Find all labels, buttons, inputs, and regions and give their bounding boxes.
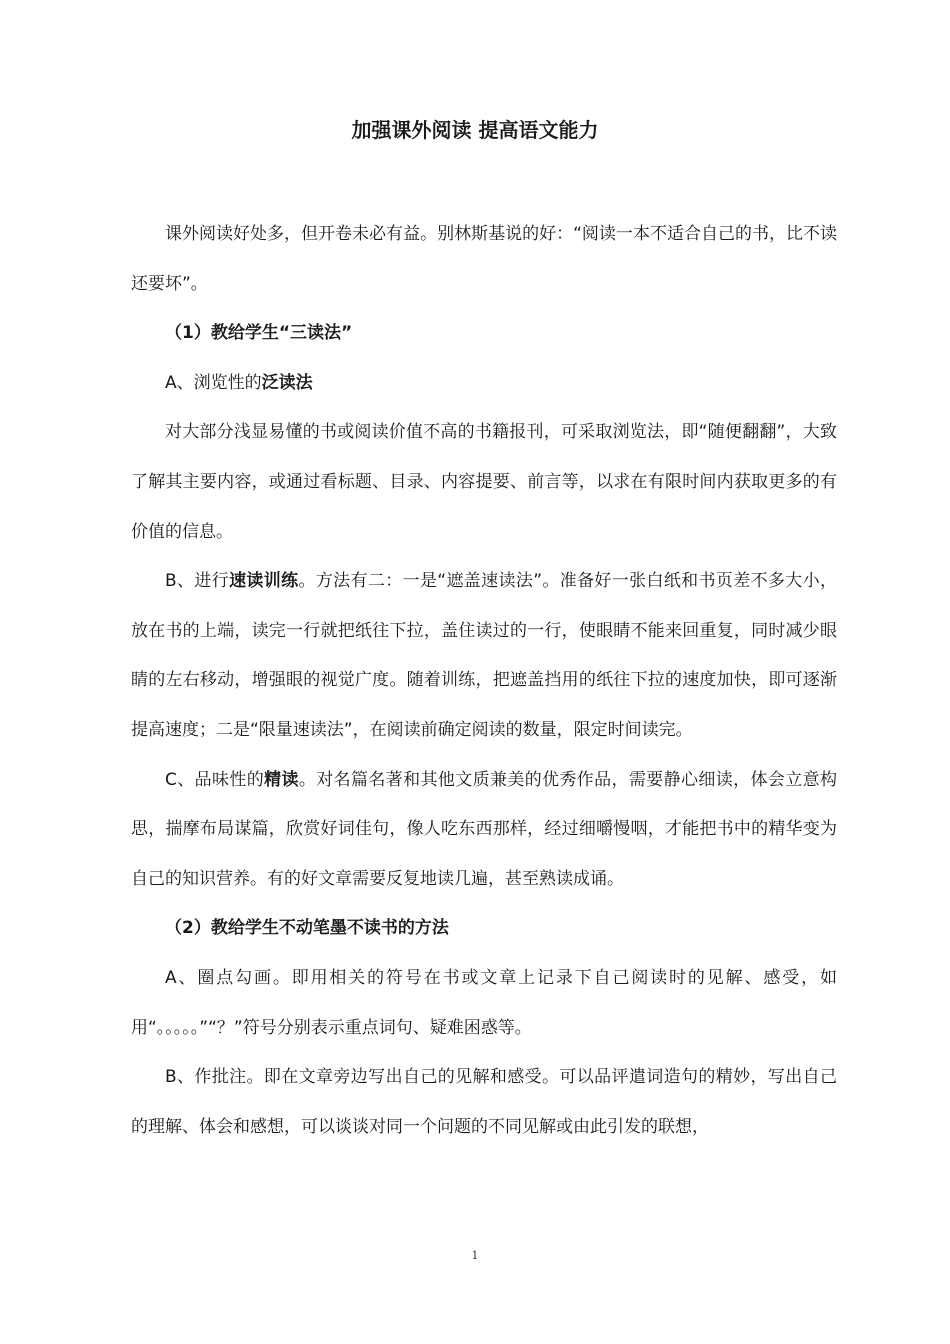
item-b-bold-term: 速读训练 [229, 571, 299, 592]
page-number: 1 [471, 1249, 479, 1262]
item-c-text: 。对名篇名著和其他文质兼美的优秀作品，需要静心细读，体会立意构思，揣摩布局谋篇，欣赏好词佳句，像人吃东西那样，经过细嚼慢咽，才能把书中的精华变为自己的知识营养。有的好文章需要反复地读几遍，甚至熟读成诵。 [131, 769, 838, 889]
document-title: 加强课外阅读 提高语文能力 [351, 118, 599, 142]
section-1-item-a [131, 359, 837, 409]
item-b-text: 。方法有二：一是“遮盖速读法”。准备好一张白纸和书页差不多大小，放在书的上端，读完一行就把纸往下拉，盖住读过的一行，使眼睛不能来回重复，同时减少眼睛的左右移动，增强眼的视觉广度。随着训练，把遮盖挡用的纸往下拉的速度加快，即可逐渐提高速度；二是“限量速读法”，在阅读前确定阅读的数量，限定时间读完。 [131, 571, 837, 740]
section-2-item-a: A、圈点勾画。即用相关的符号在书或文章上记录下自己阅读时的见解、感受，如用“。。。。。”“？”符号分别表示重点词句、疑难困惑等。 [131, 967, 837, 1038]
section-1-item-c [131, 756, 837, 905]
section-2-heading: （2）教给学生不动笔墨不读书的方法 [165, 918, 449, 939]
section-1-item-b [131, 557, 837, 755]
item-a-bold-term: 泛读法 [261, 372, 313, 393]
section-1-heading: （1）教给学生“三读法” [165, 323, 353, 344]
section-2-item-b: B、作批注。即在文章旁边写出自己的见解和感受。可以品评遣词造句的精妙，写出自己的理解、体会和感想，可以谈谈对同一个问题的不同见解或由此引发的联想， [131, 1067, 837, 1137]
item-a-prefix: A、浏览性的 [165, 372, 262, 393]
item-c-bold-term: 精读 [264, 769, 299, 790]
intro-paragraph: 课外阅读好处多，但开卷未必有益。别林斯基说的好：“阅读一本不适合自己的书，比不读还要坏”。 [131, 224, 837, 294]
section-1-item-a-body: 对大部分浅显易懂的书或阅读价值不高的书籍报刊，可采取浏览法，即“随便翻翻”，大致了解其主要内容，或通过看标题、目录、内容提要、前言等，以求在有限时间内获取更多的有价值的信息。 [131, 422, 837, 542]
item-b-prefix: B、进行 [165, 571, 230, 592]
document-body [131, 210, 837, 1152]
item-c-prefix: C、品味性的 [165, 769, 265, 790]
